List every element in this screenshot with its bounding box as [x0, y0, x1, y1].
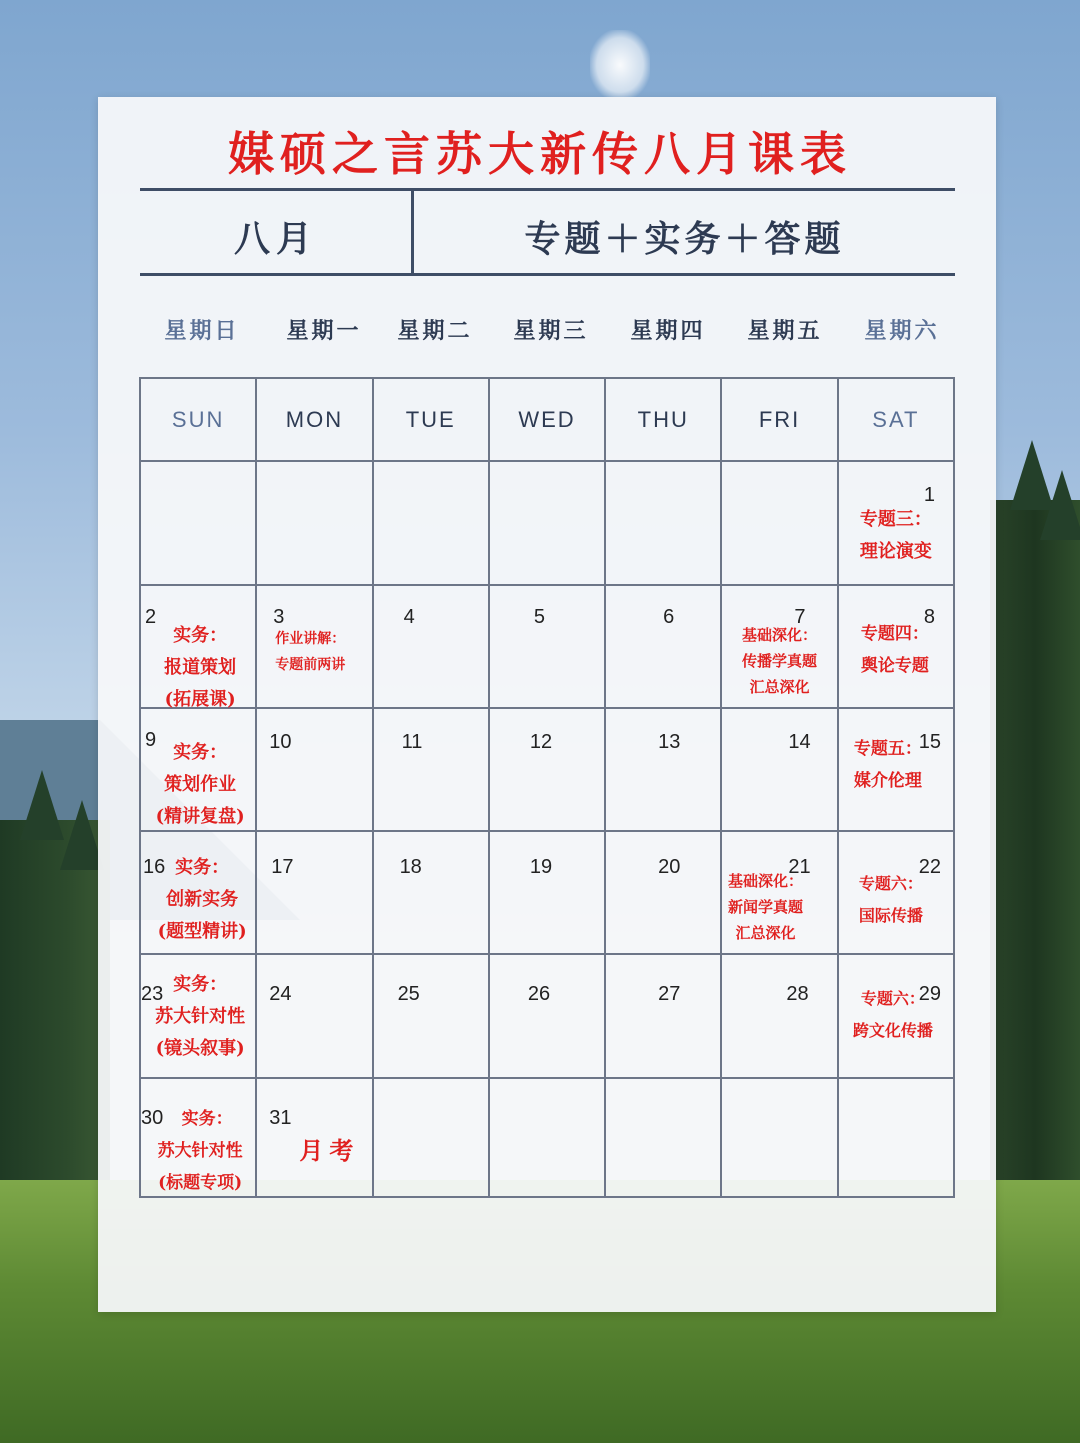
note-line: 专题前两讲: [275, 656, 346, 673]
note-line: 实务：: [173, 741, 228, 763]
weekday-cn-thu: 星期四: [630, 319, 706, 344]
day-number: 16: [143, 856, 166, 879]
tree-tip: [1040, 470, 1080, 540]
note-line: 实务：: [175, 857, 230, 879]
empty-cell: [373, 461, 489, 584]
day-number: 23: [141, 983, 164, 1006]
day-number: 2: [145, 605, 157, 628]
header-cell: [489, 378, 605, 461]
divider-bottom: [140, 273, 955, 276]
note-line: 专题六：: [858, 874, 923, 894]
day-note: [147, 969, 253, 1065]
weekday-en-fri: FRI: [758, 406, 801, 432]
day-number: 22: [918, 856, 941, 879]
week-row: [140, 708, 954, 831]
day-number: 20: [658, 856, 681, 879]
day-number: 25: [397, 983, 420, 1006]
week-row: [140, 1078, 954, 1197]
day-note: [845, 504, 947, 568]
day-cell-3: [256, 585, 372, 708]
note-line: 苏大针对性: [157, 1140, 243, 1161]
empty-cell: [373, 1078, 489, 1197]
day-number: 9: [145, 728, 157, 751]
divider-top: [140, 188, 955, 191]
day-cell-17: [256, 831, 372, 954]
day-cell-11: [373, 708, 489, 831]
weekday-cn-sat: 星期六: [864, 319, 940, 344]
note-line: 国际传播: [858, 906, 923, 926]
day-note: [145, 1103, 255, 1199]
empty-cell: [605, 461, 721, 584]
day-cell-12: [489, 708, 605, 831]
note-line: 跨文化传播: [852, 1021, 933, 1041]
day-cell-25: [373, 954, 489, 1077]
note-line: (镜头叙事): [155, 1038, 245, 1060]
day-number: 27: [658, 983, 681, 1006]
day-number: 5: [533, 605, 545, 628]
day-cell-4: [373, 585, 489, 708]
day-cell-27: [605, 954, 721, 1077]
day-cell-20: [605, 831, 721, 954]
day-note: [841, 733, 935, 797]
note-line: 舆论专题: [860, 655, 929, 676]
note-line: 实务：: [173, 974, 228, 996]
day-note: [151, 852, 253, 948]
week-row: [140, 585, 954, 708]
header-cell: [256, 378, 372, 461]
weekday-en-sat: SAT: [872, 406, 920, 432]
day-number: 29: [918, 983, 941, 1006]
note-line: (精讲复盘): [155, 805, 245, 827]
day-note: [287, 1135, 371, 1167]
day-number: 14: [788, 730, 811, 753]
note-line: (拓展课): [164, 688, 236, 710]
cloud: [590, 30, 650, 100]
weekday-en-thu: THU: [637, 406, 689, 432]
empty-cell: [721, 461, 837, 584]
empty-cell: [838, 1078, 954, 1197]
day-cell-19: [489, 831, 605, 954]
day-cell-16: [140, 831, 256, 954]
day-note: [724, 622, 834, 700]
weekday-cn-fri: 星期五: [747, 319, 823, 344]
note-line: 专题三：: [859, 509, 932, 531]
day-cell-26: [489, 954, 605, 1077]
day-cell-8: [838, 585, 954, 708]
header-cell: [838, 378, 954, 461]
day-note: [718, 868, 812, 946]
weekday-en-tue: TUE: [405, 406, 456, 432]
note-line: (标题专项): [158, 1172, 243, 1193]
week-row: [140, 954, 954, 1077]
header-cell: [373, 378, 489, 461]
day-note: [839, 983, 947, 1047]
day-number: 17: [271, 856, 294, 879]
day-number: 21: [788, 856, 811, 879]
day-number: 4: [403, 605, 415, 628]
day-number: 28: [786, 983, 809, 1006]
day-number: 13: [658, 730, 681, 753]
empty-cell: [605, 1078, 721, 1197]
day-number: 18: [399, 856, 422, 879]
day-number: 7: [794, 605, 806, 628]
note-line: 理论演变: [859, 541, 932, 563]
day-number: 3: [273, 605, 285, 628]
week-row: [140, 461, 954, 584]
header-cell: [140, 378, 256, 461]
day-cell-23: [140, 954, 256, 1077]
note-line: 苏大针对性: [155, 1006, 246, 1028]
note-line: 实务：: [173, 624, 228, 646]
note-line: 专题五：: [853, 738, 922, 759]
weekday-en-sun: SUN: [171, 406, 225, 432]
trees-left: [0, 820, 110, 1220]
note-line: 月考: [299, 1135, 360, 1165]
day-cell-10: [256, 708, 372, 831]
empty-cell: [140, 461, 256, 584]
day-number: 10: [269, 730, 292, 753]
day-number: 8: [923, 605, 935, 628]
day-cell-2: [140, 585, 256, 708]
note-line: 作业讲解：: [275, 630, 346, 647]
weekday-cn-mon: 星期一: [286, 319, 362, 344]
course-subtitle: 专题＋实务＋答题: [524, 217, 845, 260]
empty-cell: [489, 1078, 605, 1197]
day-note: [843, 618, 947, 682]
empty-cell: [489, 461, 605, 584]
day-cell-31: [256, 1078, 372, 1197]
note-line: 专题四：: [860, 623, 929, 644]
day-cell-24: [256, 954, 372, 1077]
note-line: 基础深化：: [728, 872, 804, 891]
note-line: 新闻学真题: [728, 898, 804, 917]
empty-cell: [721, 1078, 837, 1197]
day-number: 12: [529, 730, 553, 753]
note-line: 策划作业: [164, 773, 237, 795]
day-number: 24: [269, 983, 292, 1006]
note-line: 创新实务: [166, 889, 239, 911]
note-line: 汇总深化: [749, 677, 810, 696]
day-note: [147, 737, 253, 833]
weekday-en-wed: WED: [518, 406, 576, 432]
day-number: 31: [269, 1106, 292, 1129]
day-cell-28: [721, 954, 837, 1077]
weekday-cn-sun: 星期日: [164, 319, 240, 344]
day-note: [843, 868, 939, 932]
empty-cell: [256, 461, 372, 584]
day-cell-15: [838, 708, 954, 831]
page-title: 媒硕之言苏大新传八月课表: [228, 127, 852, 181]
note-line: 媒介伦理: [853, 770, 922, 791]
day-cell-6: [605, 585, 721, 708]
day-cell-22: [838, 831, 954, 954]
day-cell-30: [140, 1078, 256, 1197]
header-cell: [721, 378, 837, 461]
day-cell-21: [721, 831, 837, 954]
day-cell-9: [140, 708, 256, 831]
day-cell-5: [489, 585, 605, 708]
note-line: 传播学真题: [742, 651, 818, 670]
day-number: 26: [527, 983, 551, 1006]
note-line: 基础深化：: [742, 625, 818, 644]
day-cell-1: [838, 461, 954, 584]
note-line: 报道策划: [164, 656, 237, 678]
day-cell-18: [373, 831, 489, 954]
day-number: 30: [141, 1106, 164, 1129]
calendar-header-row: [140, 378, 954, 461]
weekday-cn-tue: 星期二: [397, 319, 473, 344]
header-cell: [605, 378, 721, 461]
day-note: [147, 620, 253, 716]
day-cell-13: [605, 708, 721, 831]
weekday-cn-wed: 星期三: [513, 319, 589, 344]
day-number: 11: [401, 730, 423, 753]
day-number: 19: [529, 856, 553, 879]
day-number: 15: [918, 730, 941, 753]
trees-right: [990, 500, 1080, 1220]
week-row: [140, 831, 954, 954]
note-line: 汇总深化: [735, 924, 796, 943]
day-number: 6: [663, 605, 675, 628]
day-cell-29: [838, 954, 954, 1077]
tree-tip: [20, 770, 64, 840]
calendar-grid: [139, 377, 955, 1198]
day-cell-7: [721, 585, 837, 708]
note-line: (题型精讲): [157, 921, 247, 943]
day-number: 1: [923, 484, 935, 507]
note-line: 专题六：: [860, 989, 925, 1009]
day-cell-14: [721, 708, 837, 831]
weekday-en-mon: MON: [285, 406, 344, 432]
note-line: 实务：: [181, 1108, 233, 1129]
month-label: 八月: [233, 217, 318, 260]
day-note: [261, 626, 369, 678]
